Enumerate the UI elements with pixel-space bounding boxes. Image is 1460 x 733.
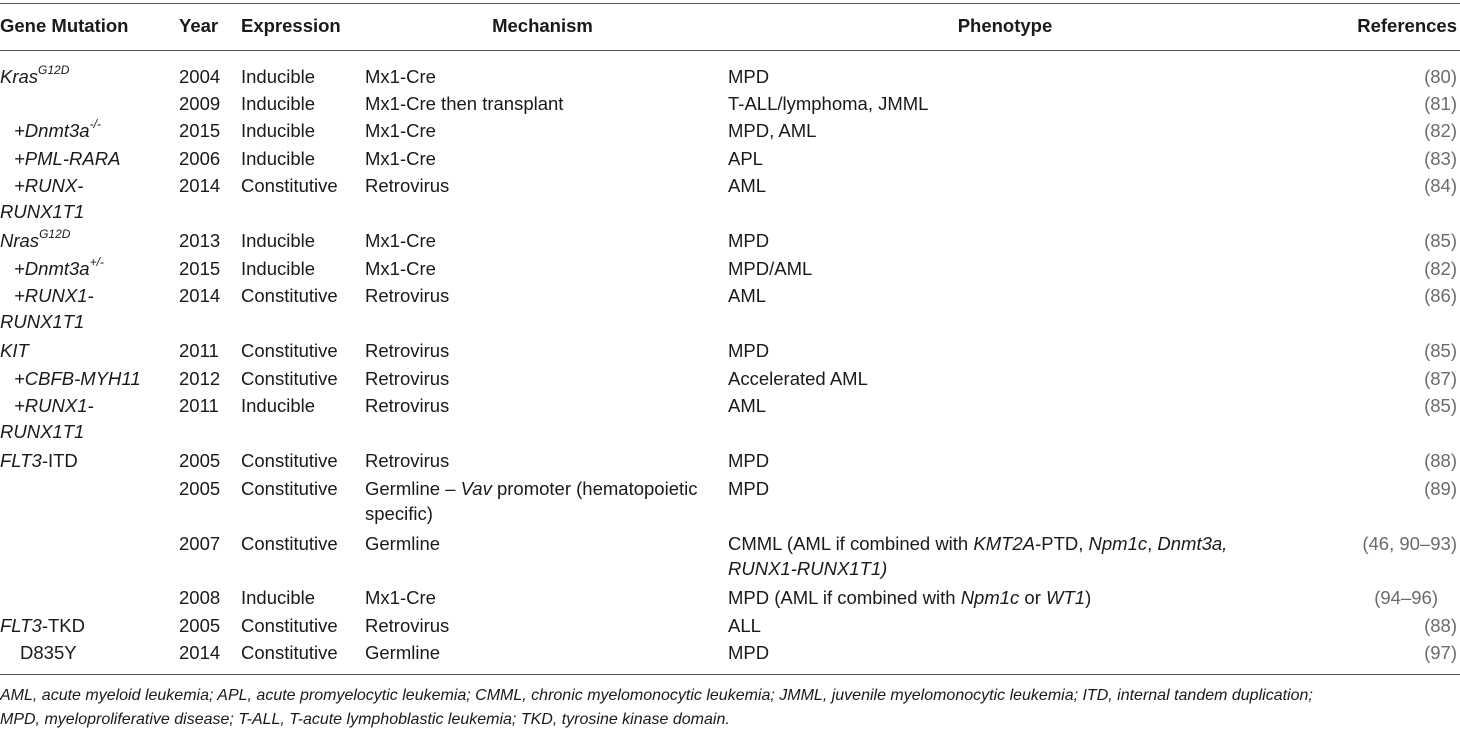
reference-cell: (86) [1424, 285, 1457, 306]
expression-cell: Inducible [241, 66, 316, 87]
expression-cell: Inducible [241, 587, 316, 608]
gene-mutation-cell: KIT [0, 340, 29, 361]
reference-cell: (94–96) [1374, 587, 1438, 608]
phenotype-cell: AML [728, 285, 767, 306]
expression-cell: Inducible [241, 395, 316, 416]
phenotype-cell: CMML (AML if combined with KMT2A-PTD, Npm1c, Dnmt3a, [728, 533, 1228, 554]
reference-cell: (97) [1424, 642, 1457, 663]
mechanism-cell: Mx1-Cre [365, 587, 436, 608]
table-footnote [0, 684, 1460, 732]
expression-cell: Constitutive [241, 368, 338, 389]
year-cell: 2012 [179, 368, 221, 389]
year-cell: 2013 [179, 230, 221, 251]
gene-mutation-cell: +Dnmt3a-/- [14, 116, 101, 141]
year-cell: 2008 [179, 587, 221, 608]
reference-cell: (88) [1424, 450, 1457, 471]
year-cell: 2014 [179, 175, 221, 196]
phenotype-cell: MPD [728, 642, 770, 663]
phenotype-cell: Accelerated AML [728, 368, 868, 389]
header-year: Year [179, 15, 219, 36]
reference-cell: (81) [1424, 93, 1457, 114]
header-phenotype: Phenotype [957, 15, 1053, 36]
reference-cell: (89) [1424, 478, 1457, 499]
phenotype-cell: T-ALL/lymphoma, JMML [728, 93, 929, 114]
expression-cell: Inducible [241, 230, 316, 251]
mechanism-cell-line2: specific) [365, 503, 433, 524]
phenotype-cell: AML [728, 175, 767, 196]
mechanism-cell: Retrovirus [365, 368, 450, 389]
year-cell: 2005 [179, 450, 221, 471]
mechanism-cell: Retrovirus [365, 175, 450, 196]
phenotype-cell-line2: RUNX1-RUNX1T1) [728, 558, 888, 579]
expression-cell: Constitutive [241, 340, 338, 361]
reference-cell: (84) [1424, 175, 1457, 196]
gene-mutation-cell: FLT3-TKD [0, 615, 85, 636]
gene-mutation-cell-line2: RUNX1T1 [0, 421, 85, 442]
gene-mutation-cell: +CBFB-MYH11 [14, 368, 141, 389]
phenotype-cell: MPD [728, 230, 770, 251]
mechanism-cell: Retrovirus [365, 285, 450, 306]
year-cell: 2004 [179, 66, 221, 87]
gene-mutation-cell-line2: RUNX1T1 [0, 201, 85, 222]
mechanism-cell: Mx1-Cre [365, 120, 436, 141]
mechanism-cell: Mx1-Cre [365, 230, 436, 251]
expression-cell: Constitutive [241, 285, 338, 306]
reference-cell: (46, 90–93) [1362, 533, 1457, 554]
year-cell: 2015 [179, 258, 221, 279]
reference-cell: (88) [1424, 615, 1457, 636]
gene-mutation-cell: Kras$^{G12D}$ [0, 62, 70, 87]
expression-cell: Constitutive [241, 175, 338, 196]
mechanism-cell: Mx1-Cre [365, 66, 436, 87]
header-mechanism: Mechanism [492, 15, 593, 36]
header-gene-mutation: Gene Mutation [0, 15, 129, 36]
year-cell: 2005 [179, 615, 221, 636]
expression-cell: Constitutive [241, 642, 338, 663]
mechanism-cell: Mx1-Cre [365, 258, 436, 279]
year-cell: 2014 [179, 642, 221, 663]
header-expression: Expression [241, 15, 341, 36]
gene-mutation-cell: D835Y [20, 642, 77, 663]
mechanism-cell: Mx1-Cre [365, 148, 436, 169]
table-top-rule [0, 3, 1460, 4]
mechanism-cell: Germline [365, 642, 441, 663]
year-cell: 2005 [179, 478, 221, 499]
reference-cell: (85) [1424, 395, 1457, 416]
phenotype-cell: MPD [728, 340, 770, 361]
header-references: References [1357, 15, 1457, 36]
mechanism-cell: Germline – Vav promoter (hematopoietic [365, 478, 698, 499]
reference-cell: (85) [1424, 340, 1457, 361]
mechanism-cell: Germline [365, 533, 441, 554]
year-cell: 2011 [179, 395, 219, 416]
year-cell: 2015 [179, 120, 221, 141]
phenotype-cell: MPD, AML [728, 120, 817, 141]
year-cell: 2009 [179, 93, 221, 114]
gene-mutation-cell: +RUNX1- [14, 395, 94, 416]
phenotype-cell: MPD [728, 66, 770, 87]
reference-cell: (83) [1424, 148, 1457, 169]
gene-mutation-cell: +Dnmt3a+/- [14, 254, 104, 279]
phenotype-cell: MPD [728, 450, 770, 471]
expression-cell: Inducible [241, 148, 316, 169]
phenotype-cell: AML [728, 395, 767, 416]
mechanism-cell: Retrovirus [365, 395, 450, 416]
phenotype-cell: MPD/AML [728, 258, 813, 279]
reference-cell: (82) [1424, 120, 1457, 141]
gene-mutation-cell: +RUNX1- [14, 285, 94, 306]
reference-cell: (85) [1424, 230, 1457, 251]
gene-mutation-cell: FLT3-ITD [0, 450, 78, 471]
expression-cell: Inducible [241, 258, 316, 279]
gene-mutation-cell: +RUNX- [14, 175, 84, 196]
reference-cell: (87) [1424, 368, 1457, 389]
year-cell: 2011 [179, 340, 219, 361]
reference-cell: (82) [1424, 258, 1457, 279]
mechanism-cell: Retrovirus [365, 450, 450, 471]
footnote-line-2: MPD, myeloproliferative disease; T-ALL, T-acute lymphoblastic leukemia; TKD, tyrosine kinase domain. [0, 711, 730, 728]
gene-mutation-cell-line2: RUNX1T1 [0, 311, 85, 332]
phenotype-cell: APL [728, 148, 763, 169]
gene-mutation-cell: Nras$^{G12D}$ [0, 226, 71, 251]
phenotype-cell: ALL [728, 615, 761, 636]
expression-cell: Constitutive [241, 450, 338, 471]
expression-cell: Constitutive [241, 615, 338, 636]
expression-cell: Inducible [241, 93, 316, 114]
footnote-line-1: AML, acute myeloid leukemia; APL, acute promyelocytic leukemia; CMML, chronic myelomonocytic leukemia; JMML, juvenile myelomonocytic leukemia; ITD, internal tandem duplication; [0, 687, 1313, 704]
mechanism-cell: Retrovirus [365, 615, 450, 636]
mechanism-cell: Retrovirus [365, 340, 450, 361]
phenotype-cell: MPD (AML if combined with Npm1c or WT1) [728, 587, 1092, 608]
year-cell: 2014 [179, 285, 221, 306]
mechanism-cell: Mx1-Cre then transplant [365, 93, 564, 114]
reference-cell: (80) [1424, 66, 1457, 87]
expression-cell: Constitutive [241, 478, 338, 499]
table-header-rule [0, 50, 1460, 51]
expression-cell: Inducible [241, 120, 316, 141]
gene-mutation-cell: +PML-RARA [14, 148, 121, 169]
expression-cell: Constitutive [241, 533, 338, 554]
phenotype-cell: MPD [728, 478, 770, 499]
table-bottom-rule [0, 674, 1460, 675]
year-cell: 2007 [179, 533, 221, 554]
year-cell: 2006 [179, 148, 221, 169]
